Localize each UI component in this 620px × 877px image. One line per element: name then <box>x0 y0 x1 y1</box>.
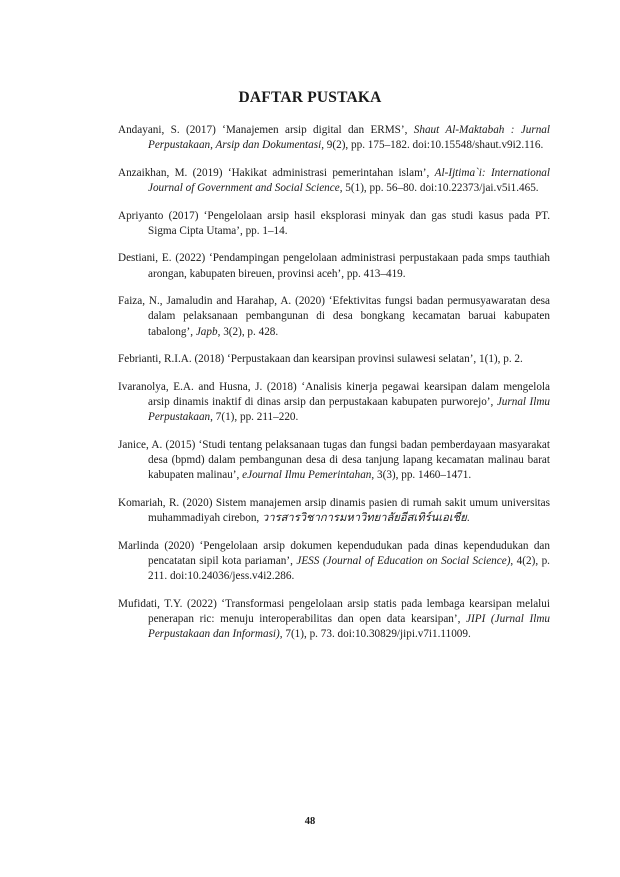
reference-journal: JESS (Journal of Education on Social Science) <box>296 554 511 567</box>
reference-details: . <box>466 512 470 525</box>
reference-journal: JIPI (Jurnal Ilmu Perpustakaan dan Informasi) <box>148 613 550 641</box>
reference-journal: วารสารวิชาการมหาวิทยาลัยอีสเทิร์นเอเชีย <box>262 512 467 525</box>
reference-details: , 4(2), p. 211. doi:10.24036/jess.v4i2.286. <box>148 554 550 583</box>
reference-entry <box>118 251 550 282</box>
reference-text: Ivaranolya, E.A. and Husna, J. (2018) ‘Analisis kinerja pegawai kearsipan dalam mengelola arsip dinamis inaktif di dinas arsip dan perpustakaan kabupaten purworejo’, <box>118 380 550 408</box>
page-title: DAFTAR PUSTAKA <box>238 89 382 106</box>
reference-text: Faiza, N., Jamaludin and Harahap, A. (2020) ‘Efektivitas fungsi badan permusyawaratan desa dalam pelaksanaan pembangunan di desa bongkang kecamatan baruai kabupaten tabalong’, <box>118 295 550 338</box>
reference-text: Marlinda (2020) ‘Pengelolaan arsip dokumen kependudukan pada dinas kependudukan dan pencatatan sipil kota pariaman’, <box>118 539 550 567</box>
reference-entry <box>118 539 550 585</box>
reference-text: Mufidati, T.Y. (2022) ‘Transformasi pengelolaan arsip statis pada lembaga kearsipan melalui penerapan ric: menuju interoperabilitas dan open data kearsipan’, <box>118 597 550 625</box>
reference-details: , 5(1), pp. 56–80. doi:10.22373/jai.v5i1.465. <box>339 182 539 195</box>
reference-entry <box>118 597 550 643</box>
reference-text: Andayani, S. (2017) ‘Manajemen arsip digital dan ERMS’, <box>118 124 414 136</box>
reference-entry <box>118 209 550 240</box>
reference-entry <box>118 496 550 527</box>
reference-text: Febrianti, R.I.A. (2018) ‘Perpustakaan dan kearsipan provinsi sulawesi selatan’, 1(1), p. 2. <box>118 353 523 366</box>
reference-details: , 9(2), pp. 175–182. doi:10.15548/shaut.v9i2.116. <box>321 139 544 152</box>
reference-details: , 3(3), pp. 1460–1471. <box>371 469 472 482</box>
reference-text: Apriyanto (2017) ‘Pengelolaan arsip hasil eksplorasi minyak dan gas studi kasus pada PT. Sigma Cipta Utama’, pp. 1–14. <box>118 209 550 237</box>
reference-text: Janice, A. (2015) ‘Studi tentang pelaksanaan tugas dan fungsi badan pemberdayaan masyarakat desa (bpmd) dalam pembangunan desa di desa tanjung lapang kecamatan malinau barat kabupaten malinau’, <box>118 438 550 482</box>
reference-entry <box>118 123 550 154</box>
reference-journal: Al-Ijtima`i: International Journal of Government and Social Science <box>148 166 551 195</box>
reference-journal: eJournal Ilmu Pemerintahan <box>242 469 372 482</box>
reference-details: , 7(1), pp. 211–220. <box>210 411 299 424</box>
reference-entry <box>118 294 550 340</box>
reference-text: Destiani, E. (2022) ‘Pendampingan pengelolaan administrasi perpustakaan pada smps tauthiah arongan, kabupaten bireuen, provinsi aceh’, pp. 413–419. <box>118 252 550 280</box>
reference-journal: Shaut Al-Maktabah : Jurnal Perpustakaan, Arsip dan Dokumentasi <box>148 124 550 152</box>
reference-text: Komariah, R. (2020) Sistem manajemen arsip dinamis pasien di rumah sakit umum universitas muhammadiyah cirebon, <box>118 496 550 525</box>
reference-list <box>118 123 550 655</box>
reference-entry <box>118 380 550 426</box>
reference-entry <box>118 352 550 367</box>
reference-journal: Jurnal Ilmu Perpustakaan <box>148 395 550 424</box>
reference-text: Anzaikhan, M. (2019) ‘Hakikat administrasi pemerintahan islam’, <box>118 166 435 179</box>
reference-journal: Japb <box>195 325 218 338</box>
reference-entry <box>118 166 550 197</box>
reference-details: , 7(1), p. 73. doi:10.30829/jipi.v7i1.11009. <box>279 628 471 641</box>
reference-entry <box>118 438 550 484</box>
page-number: 48 <box>304 816 316 827</box>
reference-details: , 3(2), p. 428. <box>217 325 279 338</box>
